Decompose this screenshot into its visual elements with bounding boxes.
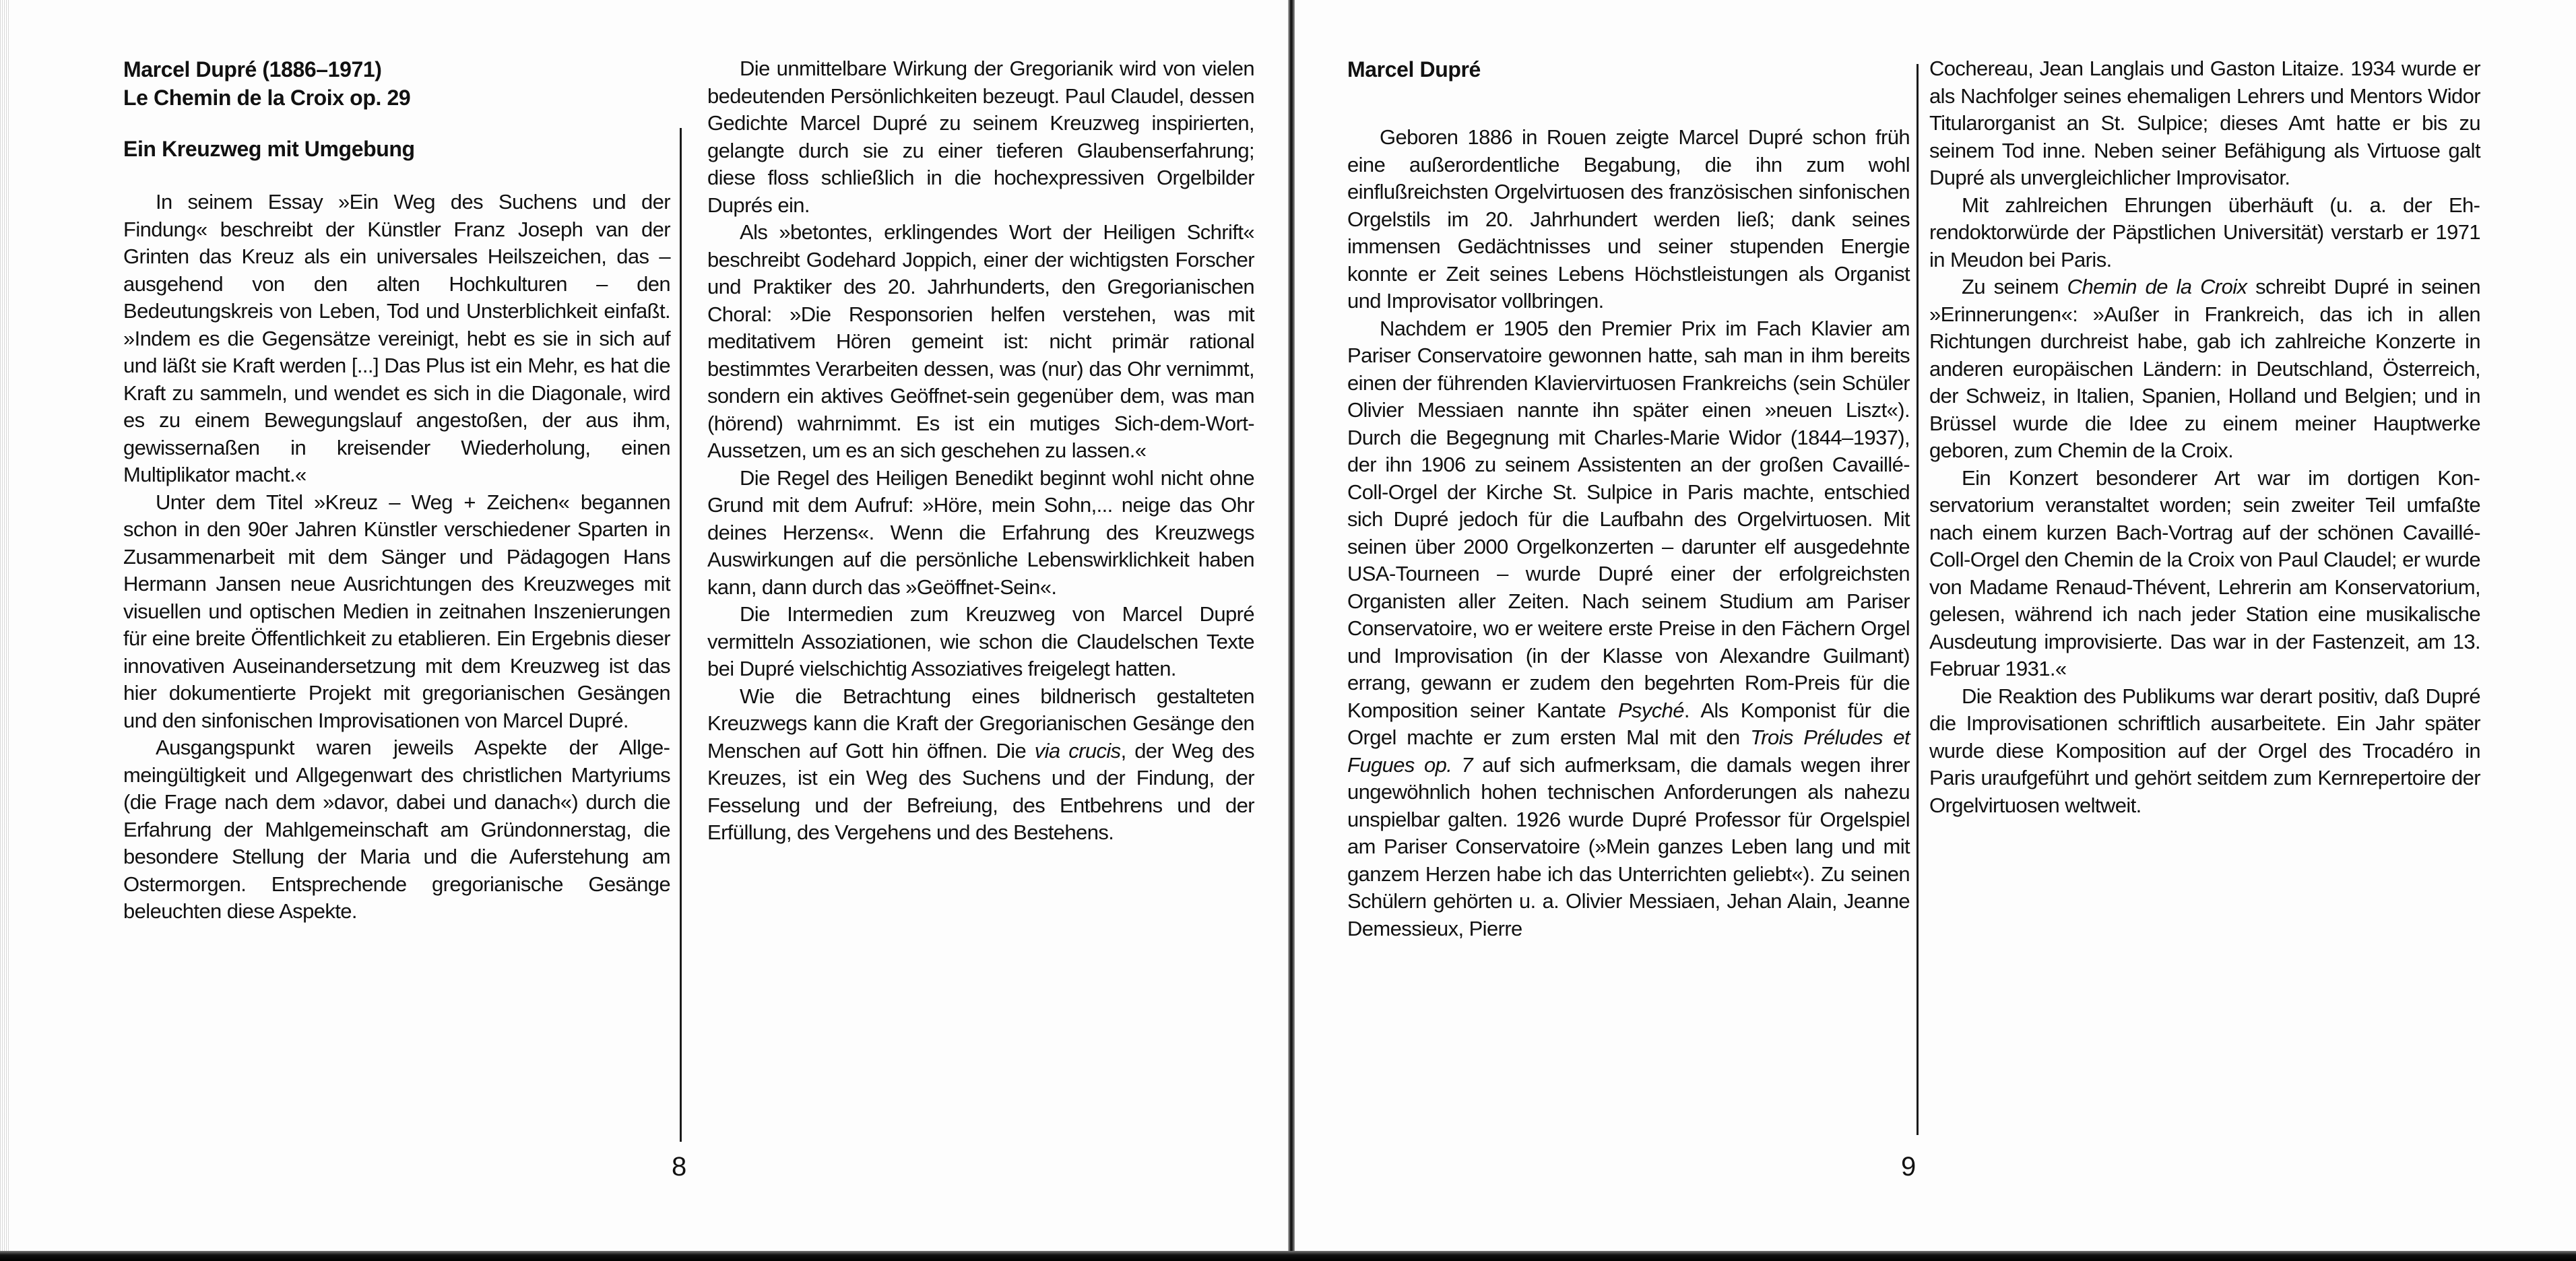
paragraph: Die Intermedien zum Kreuzweg von Marcel Dupré vermitteln Assoziationen, wie schon die Claudelschen Texte bei Dupré vielschichtig Assoziatives freigelegt hatten. [707,602,1254,680]
italic-term-via-crucis: via crucis [1034,738,1121,763]
text-run: auf sich aufmerksam, die damals wegen ihrer ungewöhnlich hohen technischen Anforderungen als nahezu unspielbar galten. 1926 wurde Dupré Professor für Orgelspiel am Pariser Conservatoire (»Mein ganzes Leben lang und mit ganzem Herzen habe ich das Unterrichten geliebt«). Zu seinen Schülern gehörten u. a. Olivier Messiaen, Jehan Alain, Jeanne Demessieux, Pierre [1347,752,1910,940]
paragraph: Die unmittelbare Wirkung der Gregorianik wird von vielen bedeutenden Persönlichkeiten bezeugt. Paul Claudel, dessen Gedichte Marcel Dupré zu seinem Kreuzweg inspirierten, gelangte durch sie zu einer tieferen Glaubenserfahrung; diese floss schließlich in die hochexpressiven Orgelbilder Duprés ein. [707,57,1254,217]
book-gutter [1288,0,1295,1261]
text-run: , der Weg des Kreuzes, ist ein Weg des Suchens und der Findung, der Fesselung und der Befreiung, des Entbehrens und der Erfüllung, des Vergehens und des Bestehens. [707,738,1254,844]
page-8-column-1 [123,55,670,926]
paragraph: Als »betontes, erklingendes Wort der Heiligen Schrift« beschreibt Godehard Joppich, einer der wichtigsten Forscher und Praktiker des 20. Jahrhunderts, den Gregorianischen Choral: »Die Responsorien helfen verstehen, was mit meditativem Hören gemeint ist: nicht primär rational bestimmtes Verarbeiten dessen, was (nur) das Ohr vernimmt, sondern ein aktives Geöffnet-sein gegenüber dem, was man (hörend) wahrnimmt. Es ist ein mutiges Sich-dem-Wort-Aussetzen, um es an sich geschehen zu lassen.« [707,220,1254,462]
paragraph [707,683,1254,847]
paragraph: In seinem Essay »Ein Weg des Suchens und der Findung« beschreibt der Künstler Franz Joseph van der Grinten das Kreuz als ein universales Heilszeichen, das – ausgehend von den alten Hochkulturen – den Bedeutungskreis von Leben, Tod und Unsterblichkeit einfaßt. »Indem es die Gegensätze vereinigt, hebt es sie in sich auf und läßt sie Kraft werden [...] Das Plus ist ein Mehr, es hat die Kraft zu sammeln, und wendet es sich in die Diagonale, wird es zu einem Bewegungslauf angestoßen, der aus ihm, gewissernaßen in kreisender Wiederholung, einen Multiplikator macht.« [123,190,670,486]
paragraph: Unter dem Titel »Kreuz – Weg + Zeichen« begannen schon in den 90er Jahren Künstler verschiedener Sparten in Zusammenarbeit mit dem Sänger und Pädagogen Hans Hermann Jansen neue Ausrichtungen des Kreuzweges mit visuellen und optischen Medien in zeitnahen Inszenierungen für eine breite Öffentlichkeit zu etablieren. Ein Ergebnis dieser innovativen Auseinandersetzung mit dem Kreuzweg ist das hier dokumentierte Projekt mit gregorianischen Gesängen und den sinfonischen Improvisationen von Marcel Dupré. [123,490,670,732]
paragraph [1929,273,2480,465]
text-run: Wie die Betrachtung eines bildnerisch gestalteten Kreuzwegs kann die Kraft der Gregorianischen Gesänge den Menschen auf Gott hin öffnen. Die [707,684,1254,763]
article-title: Marcel Dupré (1886–1971) [123,57,382,82]
column-divider [680,128,682,1142]
page-9-column-4 [1929,55,2480,819]
article-subtitle: Ein Kreuzweg mit Umgebung [123,137,415,161]
page-9-column-3 [1347,55,1910,942]
paragraph: Die Reaktion des Publikums war derart positiv, daß Dupré die Improvisationen schriftlich ausarbeitete. Ein Jahr später wurde diese Komposition auf der Orgel des Trocadéro in Paris uraufgeführt und gehört seitdem zum Kernrepertoire der Orgelvirtuosen weltweit. [1929,684,2480,817]
paragraph-continued: Cochereau, Jean Langlais und Gaston Litaize. 1934 wurde er als Nachfolger seines ehemaligen Lehrers und Mentors Widor Titularorganist an St. Sulpice; dieses Amt hatte er bis zu seinem Tod inne. Neben seiner Befähigung als Virtuose galt Dupré als unvergleichlicher Improvisator. [1929,57,2480,189]
paragraph [1347,315,1910,943]
paragraph: Ausgangspunkt waren jeweils Aspekte der Allgemeingültigkeit und Allgegenwart des christlichen Martyriums (die Frage nach dem »davor, dabei und danach«) durch die Erfahrung der Mahlgemeinschaft am Gründonnerstag, die besondere Stellung der Maria und die Auferstehung am Ostermorgen. Entsprechende gregorianische Gesänge beleuchten diese Aspekte. [123,736,670,923]
text-run: Zu seinem [1962,275,2067,298]
column-divider [1917,64,1919,1135]
paragraph: Die Regel des Heiligen Benedikt beginnt wohl nicht ohne Grund mit dem Aufruf: »Höre, mein Sohn,... neige das Ohr deines Herzens«. Wenn die Erfahrung des Kreuzwegs Auswirkungen auf die persönliche Lebenswirklichkeit haben kann, dann durch das »Geöffnet-Sein«. [707,465,1254,599]
text-run: . Als Komponist für die Orgel machte er zum ersten Mal mit den [1347,698,1910,749]
page-number-9: 9 [1901,1152,1917,1182]
italic-work-trois-preludes: Trois Préludes et Fugues op. 7 [1347,725,1910,777]
page-left-edge [0,0,9,1253]
text-run: Nachdem er 1905 den Premier Prix im Fach Klavier am Pariser Conservatoire gewonnen hatte, sah man in ihm bereits einen der führenden Klaviervirtuosen Frankreichs (sein Schüler Olivier Messiaen nannte ihn später einen »neuen Liszt«). Durch die Begegnung mit Charles-Marie Widor (1844–1937), der ihn 1906 zu seinem Assistenten an der großen Cavaillé-Coll-Orgel der Kirche St. Sulpice in Paris machte, entschied sich Dupré jedoch für die Laufbahn des Orgelvirtuosen. Mit seinen über 2000 Orgelkonzerten – darunter elf ausgedehnte USA-Tourneen – wurde Dupré einer der erfolgreichsten Organisten aller Zeiten. Nach seinem Studium am Pariser Conservatoire, wo er weitere erste Preise in den Fächern Orgel und Improvisation (in der Klasse von Alexandre Guilmant) errang, gewann er zudem den begehrten Rom-Preis für die Komposition seiner Kantate [1347,316,1910,722]
paragraph: Mit zahlreichen Ehrungen überhäuft (u. a. der Ehrendoktorwürde der Päpstlichen Universität) verstarb er 1971 in Meudon bei Paris. [1929,193,2480,271]
italic-work-psyche: Psyché [1617,698,1684,722]
text-run: schreibt Dupré in seinen »Erinnerungen«: »Außer in Frankreich, das ich in allen Richtungen durchreist habe, gab ich zahlreiche Konzerte in anderen europäischen Ländern: in Deutschland, Österreich, der Schweiz, in Italien, Spanien, Holland und Belgien; und in Brüssel wurde die Idee zu einem meiner Hauptwerke geboren, zum Chemin de la Croix. [1929,275,2480,462]
page-8-column-2 [707,55,1254,847]
work-title: Le Chemin de la Croix op. 29 [123,86,411,110]
paragraph: Ein Konzert besonderer Art war im dortigen Konservatorium veranstaltet worden; sein zweiter Teil umfaßte nach einem kurzen Bach-Vortrag auf der schönen Cavaillé-Coll-Orgel den Chemin de la Croix von Paul Claudel; er wurde von Madame Renaud-Thévent, Lehrerin am Konservatorium, gelesen, während ich nach jeder Station eine musikalische Ausdeutung improvisierte. Das war in der Fastenzeit, am 13. Februar 1931.« [1929,465,2480,680]
page-number-8: 8 [672,1152,687,1182]
scan-bottom-edge [0,1251,2576,1261]
italic-work-chemin: Chemin de la Croix [2067,275,2247,298]
biography-title: Marcel Dupré [1347,57,1481,82]
paragraph: Geboren 1886 in Rouen zeigte Marcel Dupré schon früh eine außerordentliche Begabung, die ihn zum wohl einflußreichsten Orgelvirtuosen des französischen sinfonischen Orgelstils im 20. Jahrhundert werden ließ; dank seines immensen Gedächtnisses und seiner stupenden Energie konnte er Zeit seines Lebens Höchstleistungen als Organist und Improvisator vollbringen. [1347,125,1910,313]
